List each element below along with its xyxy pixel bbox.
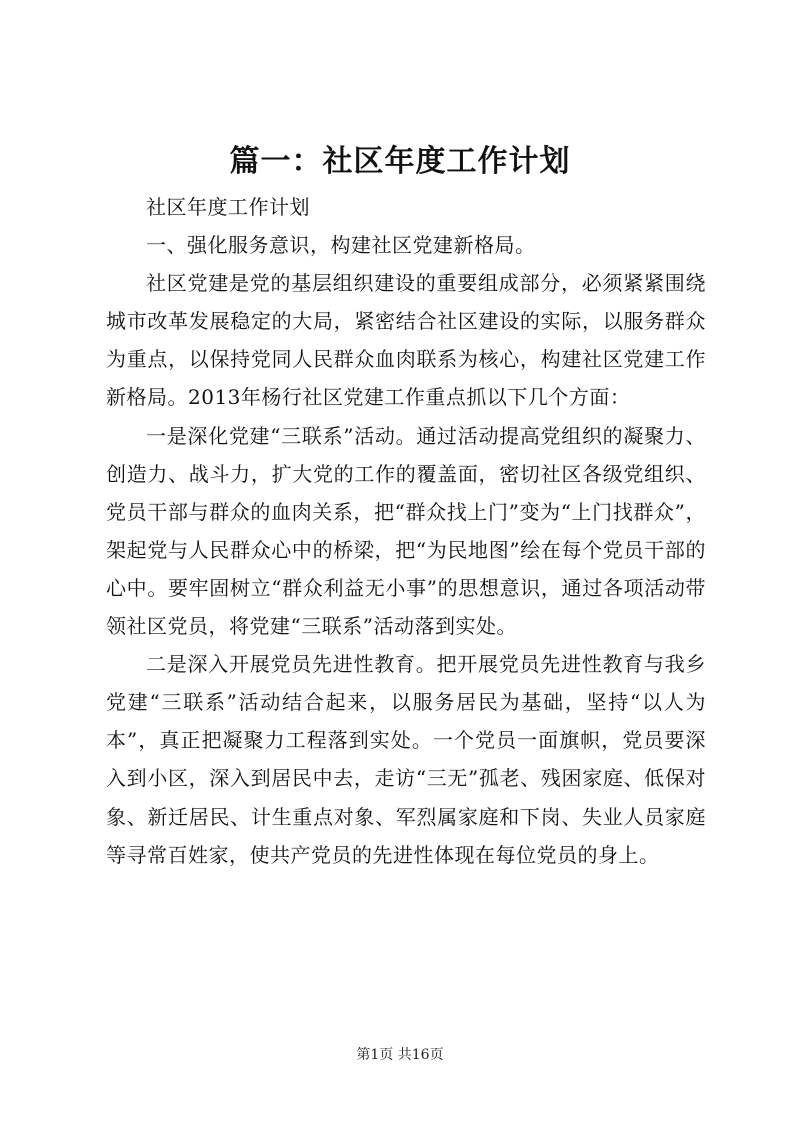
paragraph-section-heading: 一、强化服务意识，构建社区党建新格局。 [146,233,536,258]
paragraph-point-one: 一是深化党建“三联系”活动。通过活动提高党组织的凝聚力、创造力、战斗力，扩大党的工作的覆盖面，密切社区各级党组织、党员干部与群众的血肉关系，把“群众找上门”变为“上门找群众”，架起党与人民群众心中的桥梁，把“为民地图”绘在每个党员干部的心中。要牢固树立“群众利益无小事”的思想意识，通过各项活动带领社区党员，将党建“三联系”活动落到实处。 [106,423,706,639]
document-title: 篇一：社区年度工作计划 [229,144,571,179]
document-body [106,188,706,874]
paragraph-point-two: 二是深入开展党员先进性教育。把开展党员先进性教育与我乡党建“三联系”活动结合起来，以服务居民为基础，坚持“以人为本”，真正把凝聚力工程落到实处。一个党员一面旗帜，党员要深入到小区，深入到居民中去，走访“三无”孤老、残困家庭、低保对象、新迁居民、计生重点对象、军烈属家庭和下岗、失业人员家庭等寻常百姓家，使共产党员的先进性体现在每位党员的身上。 [106,652,706,867]
paragraph-subtitle: 社区年度工作计划 [146,195,310,219]
paragraph-intro: 社区党建是党的基层组织建设的重要组成部分，必须紧紧围绕城市改革发展稳定的大局，紧密结合社区建设的实际，以服务群众为重点，以保持党同人民群众血肉联系为核心，构建社区党建工作新格局。2013年杨行社区党建工作重点抓以下几个方面： [106,271,706,410]
page-number-footer: 第1页 共16页 [356,1047,444,1063]
